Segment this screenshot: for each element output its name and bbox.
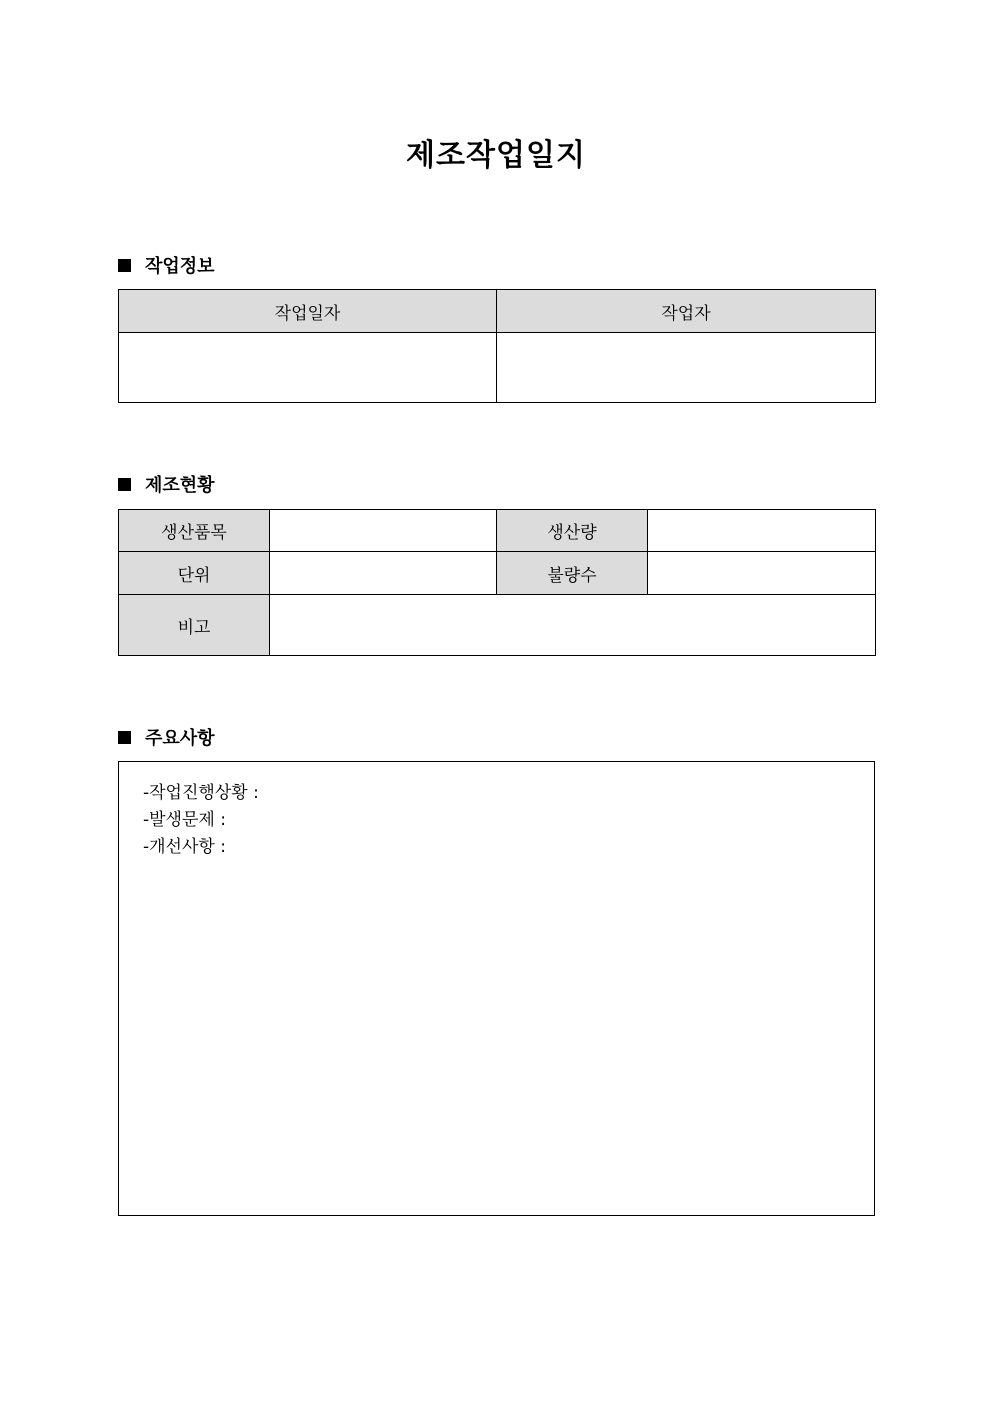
defect-count-label: 불량수 xyxy=(497,552,648,595)
defect-count-field[interactable] xyxy=(648,552,876,595)
square-bullet-icon xyxy=(118,478,131,491)
worker-field[interactable] xyxy=(497,333,876,403)
key-notes-box[interactable] xyxy=(118,761,875,1216)
square-bullet-icon xyxy=(118,259,131,272)
key-notes-text xyxy=(143,780,259,861)
unit-field[interactable] xyxy=(270,552,497,595)
production-quantity-field[interactable] xyxy=(648,510,876,552)
progress-status-line: -작업진행상황 : xyxy=(143,783,259,803)
section-title: 제조현황 xyxy=(145,475,215,496)
section-heading-key-notes xyxy=(118,725,215,749)
document-title: 제조작업일지 xyxy=(406,138,586,173)
work-info-table xyxy=(118,289,876,403)
section-title: 작업정보 xyxy=(145,256,215,277)
issues-line: -발생문제 : xyxy=(143,810,226,830)
product-item-field[interactable] xyxy=(270,510,497,552)
remarks-label: 비고 xyxy=(119,595,270,656)
unit-label: 단위 xyxy=(119,552,270,595)
remarks-field[interactable] xyxy=(270,595,876,656)
work-date-header: 작업일자 xyxy=(119,290,497,333)
production-status-table xyxy=(118,509,876,656)
production-quantity-label: 생산량 xyxy=(497,510,648,552)
section-heading-production-status xyxy=(118,472,215,496)
work-date-field[interactable] xyxy=(119,333,497,403)
square-bullet-icon xyxy=(118,731,131,744)
worker-header: 작업자 xyxy=(497,290,876,333)
section-heading-work-info xyxy=(118,253,215,277)
product-item-label: 생산품목 xyxy=(119,510,270,552)
section-title: 주요사항 xyxy=(145,728,215,749)
improvements-line: -개선사항 : xyxy=(143,837,226,857)
